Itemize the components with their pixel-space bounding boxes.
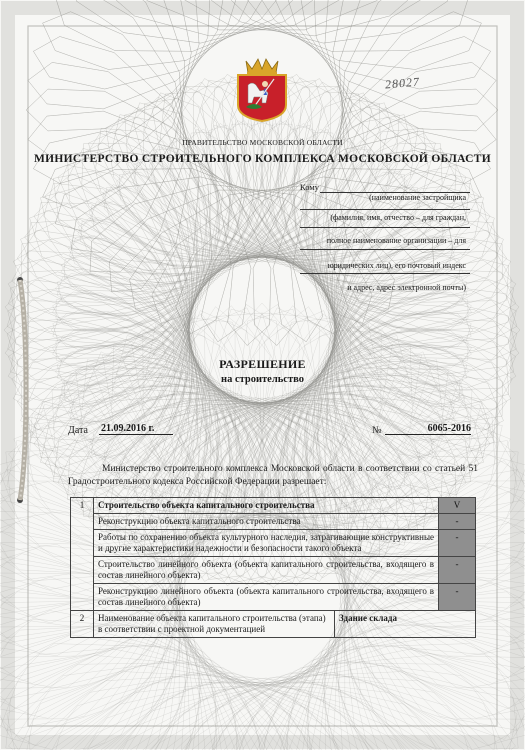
document-title: РАЗРЕШЕНИЕ	[219, 357, 306, 371]
row2-cell	[94, 611, 476, 638]
government-label: ПРАВИТЕЛЬСТВО МОСКОВСКОЙ ОБЛАСТИ	[182, 138, 343, 147]
object-name-value: Здание склада	[339, 613, 397, 623]
coat-of-arms-icon	[232, 57, 292, 123]
option-text: Строительство линейного объекта (объекта капитального строительства, входящего в состав линейного объекта)	[94, 557, 439, 584]
addressee-line	[300, 273, 470, 274]
table-row	[71, 611, 476, 638]
table-row	[71, 584, 476, 611]
addressee-hint: юридических лиц), его почтовый индекс	[327, 261, 466, 270]
option-text: Реконструкцию линейного объекта (объекта капитального строительства, входящего в состав линейного объекта)	[94, 584, 439, 611]
option-text: Работы по сохранению объекта культурного наследия, затрагивающие конструктивные и другие характеристики надежности и безопасности такого объекта	[94, 530, 439, 557]
issue-date: 21.09.2016 г.	[99, 423, 173, 435]
table-row	[71, 530, 476, 557]
row-number: 2	[71, 611, 94, 638]
binding-cord-icon	[0, 270, 40, 510]
permit-number: 6065-2016	[385, 423, 471, 435]
ministry-name: МИНИСТЕРСТВО СТРОИТЕЛЬНОГО КОМПЛЕКСА МОСКОВСКОЙ ОБЛАСТИ	[34, 153, 491, 165]
number-label: №	[372, 425, 382, 436]
option-mark: -	[439, 530, 476, 557]
handwritten-number: 28027	[384, 74, 421, 92]
addressee-label: Кому	[300, 182, 319, 192]
permit-table	[70, 497, 476, 638]
addressee-line	[300, 227, 470, 228]
date-label: Дата	[68, 425, 88, 436]
option-mark: -	[439, 557, 476, 584]
row-number: 1	[71, 498, 94, 611]
addressee-hint: (наименование застройщика	[369, 193, 466, 202]
option-mark: -	[439, 584, 476, 611]
table-row	[71, 514, 476, 530]
addressee-hint: (фамилия, имя, отчество – для граждан,	[330, 213, 466, 222]
addressee-line	[300, 249, 470, 250]
addressee-line	[300, 209, 470, 210]
intro-paragraph: Министерство строительного комплекса Московской области в соответствии со статьей 51 Градостроительного кодекса Российской Федерации разрешает:	[68, 464, 478, 487]
addressee-hint: и адрес, адрес электронной почты)	[347, 283, 466, 292]
option-mark: -	[439, 514, 476, 530]
addressee-hint: полное наименование организации – для	[326, 236, 466, 245]
object-name-label: Наименование объекта капитального строительства (этапа) в соответствии с проектной документацией	[94, 611, 335, 637]
table-row	[71, 498, 476, 514]
option-mark: V	[439, 498, 476, 514]
table-row	[71, 557, 476, 584]
option-text: Реконструкцию объекта капитального строительства	[94, 514, 439, 530]
option-text: Строительство объекта капитального строительства	[94, 498, 439, 514]
document-subtitle: на строительство	[221, 374, 304, 385]
